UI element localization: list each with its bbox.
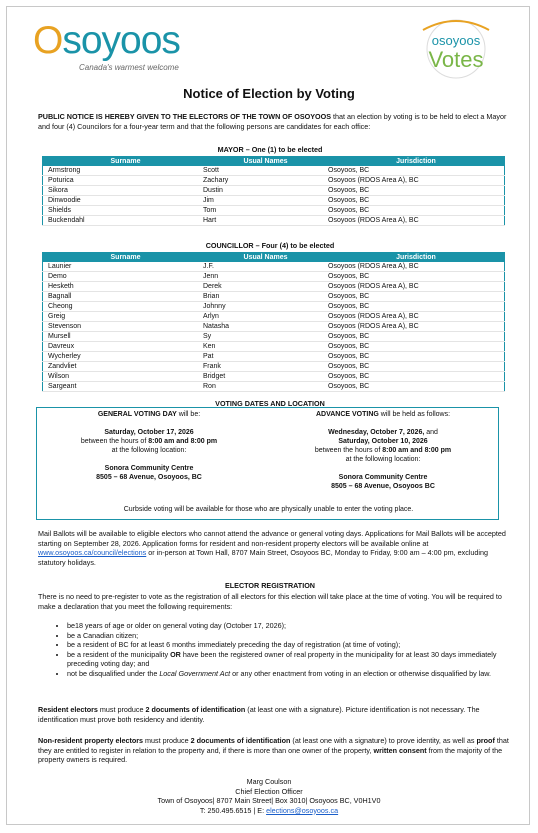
general-location-name: Sonora Community Centre (104, 465, 194, 472)
cell-jurisdiction: Osoyoos, BC (328, 362, 505, 372)
list-item: • be a Canadian citizen; (67, 631, 519, 641)
table-row (43, 206, 505, 216)
logo-wordmark: soyoos (62, 19, 180, 62)
mayor-section-title: MAYOR – One (1) to be elected (217, 145, 323, 154)
table-row (43, 176, 505, 186)
cell-usual-name: Pat (203, 352, 328, 362)
cell-usual-name: Jenn (203, 272, 328, 282)
cell-jurisdiction: Osoyoos, BC (328, 332, 505, 342)
list-item: • be a resident of BC for at least 6 months immediately preceding the day of registration (at time of voting); (67, 640, 519, 650)
cell-jurisdiction: Osoyoos, BC (328, 272, 505, 282)
table-header-row (43, 253, 505, 263)
cell-surname: Buckendahl (43, 216, 204, 226)
cell-jurisdiction: Osoyoos, BC (328, 166, 505, 176)
cell-surname: Wycherley (43, 352, 204, 362)
cell-usual-name: Brian (203, 292, 328, 302)
registration-section-title: ELECTOR REGISTRATION (225, 581, 315, 590)
registration-intro: There is no need to pre-register to vote as the registration of all electors for this election will take place at the time of voting. You will be required to make a declaration that you meet the following requirements: (38, 592, 502, 611)
cell-usual-name: Ron (203, 382, 328, 392)
logo-right-top-text: osoyoos (431, 33, 481, 48)
elections-web-link[interactable]: www.osoyoos.ca/council/elections (38, 548, 147, 557)
curbside-note: Curbside voting will be available for those who are physically unable to enter the voting place. (123, 506, 414, 513)
cell-surname: Hesketh (43, 282, 204, 292)
col-header-jurisdiction: Jurisdiction (328, 157, 505, 167)
cell-usual-name: Scott (203, 166, 328, 176)
cell-surname: Dinwoodie (43, 196, 204, 206)
cell-usual-name: Dustin (203, 186, 328, 196)
table-row (43, 332, 505, 342)
cell-jurisdiction: Osoyoos, BC (328, 372, 505, 382)
voting-dates-box (36, 407, 499, 520)
cell-jurisdiction: Osoyoos, BC (328, 196, 505, 206)
resident-electors-paragraph: Resident electors must produce 2 documents of identification (at least one with a signature). Picture identification is not necessary. The identification must prove both residency and identity. (38, 705, 480, 724)
cell-jurisdiction: Osoyoos (RDOS Area A), BC (328, 262, 505, 272)
town-address: Town of Osoyoos| 8707 Main Street| Box 3010| Osoyoos BC, V0H1V0 (157, 796, 381, 805)
notice-page (6, 6, 530, 825)
osoyoos-logo (33, 21, 213, 79)
cell-surname: Armstrong (43, 166, 204, 176)
cell-usual-name: Bridget (203, 372, 328, 382)
cell-jurisdiction: Osoyoos, BC (328, 302, 505, 312)
signature-block (7, 777, 531, 815)
contact-line: T: 250.495.6515 | E: elections@osoyoos.ca (199, 805, 339, 815)
cell-surname: Poturica (43, 176, 204, 186)
cell-surname: Shields (43, 206, 204, 216)
logo-o-letter: O (33, 19, 63, 62)
cell-jurisdiction: Osoyoos, BC (328, 206, 505, 216)
cell-surname: Stevenson (43, 322, 204, 332)
councillor-section-title: COUNCILLOR – Four (4) to be elected (205, 241, 335, 250)
cell-surname: Greig (43, 312, 204, 322)
cell-jurisdiction: Osoyoos, BC (328, 292, 505, 302)
col-header-jurisdiction: Jurisdiction (328, 253, 505, 263)
cell-surname: Wilson (43, 372, 204, 382)
list-item: • be a resident of the municipality OR have been the registered owner of real property in the municipality for at least 30 days immediately preceding voting day; and (67, 650, 519, 669)
col-header-usual-names: Usual Names (203, 157, 328, 167)
table-header-row (43, 157, 505, 167)
cell-surname: Bagnall (43, 292, 204, 302)
table-row (43, 292, 505, 302)
nonresident-electors-paragraph: Non-resident property electors must produce 2 documents of identification (at least one with a signature) to prove identity, as well as proof that they are entitled to register in relation to the property and, if there is more than one owner of the property, written consent from the majority of the property owners is required. (38, 736, 509, 764)
cell-jurisdiction: Osoyoos (RDOS Area A), BC (328, 216, 505, 226)
intro-paragraph: PUBLIC NOTICE IS HEREBY GIVEN TO THE ELECTORS OF THE TOWN OF OSOYOOS that an election by voting is to be held to elect a Mayor and four (4) Councilors for a four-year term and that the following persons are candidates for each office: (38, 112, 507, 131)
table-row (43, 196, 505, 206)
logo-tagline: Canada's warmest welcome (79, 63, 179, 72)
cell-jurisdiction: Osoyoos, BC (328, 352, 505, 362)
cell-usual-name: Jim (203, 196, 328, 206)
cell-usual-name: Zachary (203, 176, 328, 186)
list-item: • not be disqualified under the Local Government Act or any other enactment from voting in an election or otherwise disqualified by law. (67, 669, 519, 679)
table-row (43, 216, 505, 226)
voting-section-title: VOTING DATES AND LOCATION (215, 399, 325, 408)
cell-usual-name: Hart (203, 216, 328, 226)
cell-jurisdiction: Osoyoos, BC (328, 186, 505, 196)
table-row (43, 352, 505, 362)
cell-usual-name: Natasha (203, 322, 328, 332)
councillor-table (42, 252, 505, 392)
table-row (43, 302, 505, 312)
cell-surname: Demo (43, 272, 204, 282)
general-location-address: 8505 – 68 Avenue, Osoyoos, BC (96, 474, 202, 481)
general-voting-date: Saturday, October 17, 2026 (104, 429, 194, 436)
general-voting-column: GENERAL VOTING DAY will be: Saturday, October 17, 2026 between the hours of 8:00 am and 8:00 pm at the following location: Sonora Community Centre 8505 – 68 Avenue, Osoyoos, BC (41, 410, 257, 482)
cell-jurisdiction: Osoyoos, BC (328, 382, 505, 392)
cell-surname: Mursell (43, 332, 204, 342)
table-row (43, 342, 505, 352)
votes-logo-graphic (409, 18, 503, 80)
col-header-usual-names: Usual Names (203, 253, 328, 263)
table-row (43, 372, 505, 382)
mail-ballot-paragraph: Mail Ballots will be available to eligible electors who cannot attend the advance or general voting days. Applications for Mail Ballots will be accepted starting on September 28, 2026. Application forms for resident and non-resident property electors will be available online at www.osoyoos.ca/council/elections or in-person at Town Hall, 8707 Main Street, Osoyoos BC, Monday to Friday, 9:00 am – 4:00 pm, excluding statutory holidays. (38, 529, 506, 567)
cell-jurisdiction: Osoyoos (RDOS Area A), BC (328, 176, 505, 186)
table-row (43, 262, 505, 272)
advance-location-name: Sonora Community Centre (338, 474, 428, 481)
table-row (43, 312, 505, 322)
cell-usual-name: J.F. (203, 262, 328, 272)
cell-surname: Sikora (43, 186, 204, 196)
cell-surname: Davreux (43, 342, 204, 352)
registration-requirements-list (53, 621, 519, 678)
table-row (43, 322, 505, 332)
table-row (43, 362, 505, 372)
col-header-surname: Surname (43, 157, 204, 167)
cell-usual-name: Arlyn (203, 312, 328, 322)
cell-usual-name: Tom (203, 206, 328, 216)
table-row (43, 272, 505, 282)
table-row (43, 166, 505, 176)
mayor-table (42, 156, 505, 226)
cell-usual-name: Sy (203, 332, 328, 342)
cell-usual-name: Ken (203, 342, 328, 352)
officer-role: Chief Election Officer (235, 786, 303, 796)
cell-jurisdiction: Osoyoos (RDOS Area A), BC (328, 322, 505, 332)
cell-surname: Launier (43, 262, 204, 272)
cell-jurisdiction: Osoyoos, BC (328, 342, 505, 352)
cell-usual-name: Derek (203, 282, 328, 292)
cell-jurisdiction: Osoyoos (RDOS Area A), BC (328, 282, 505, 292)
cell-usual-name: Frank (203, 362, 328, 372)
cell-surname: Zandvliet (43, 362, 204, 372)
table-row (43, 186, 505, 196)
cell-usual-name: Johnny (203, 302, 328, 312)
col-header-surname: Surname (43, 253, 204, 263)
list-item: • be18 years of age or older on general voting day (October 17, 2026); (67, 621, 519, 631)
osoyoos-votes-logo (409, 18, 503, 80)
page-title: Notice of Election by Voting (183, 86, 355, 101)
email-link[interactable]: elections@osoyoos.ca (266, 805, 339, 815)
cell-jurisdiction: Osoyoos (RDOS Area A), BC (328, 312, 505, 322)
table-row (43, 382, 505, 392)
advance-location-address: 8505 – 68 Avenue, Osoyoos BC (331, 483, 435, 490)
cell-surname: Cheong (43, 302, 204, 312)
table-row (43, 282, 505, 292)
advance-voting-column: ADVANCE VOTING will be held as follows: Wednesday, October 7, 2026, and Saturday, October 10, 2026 between the hours of 8:00 am and 8:00 pm at the following location: Sonora Community Centre 8505 – 68 Avenue, Osoyoos BC (275, 410, 491, 491)
officer-name: Marg Coulson (246, 777, 292, 786)
logo-right-bottom-text: Votes (428, 47, 484, 72)
cell-surname: Sargeant (43, 382, 204, 392)
